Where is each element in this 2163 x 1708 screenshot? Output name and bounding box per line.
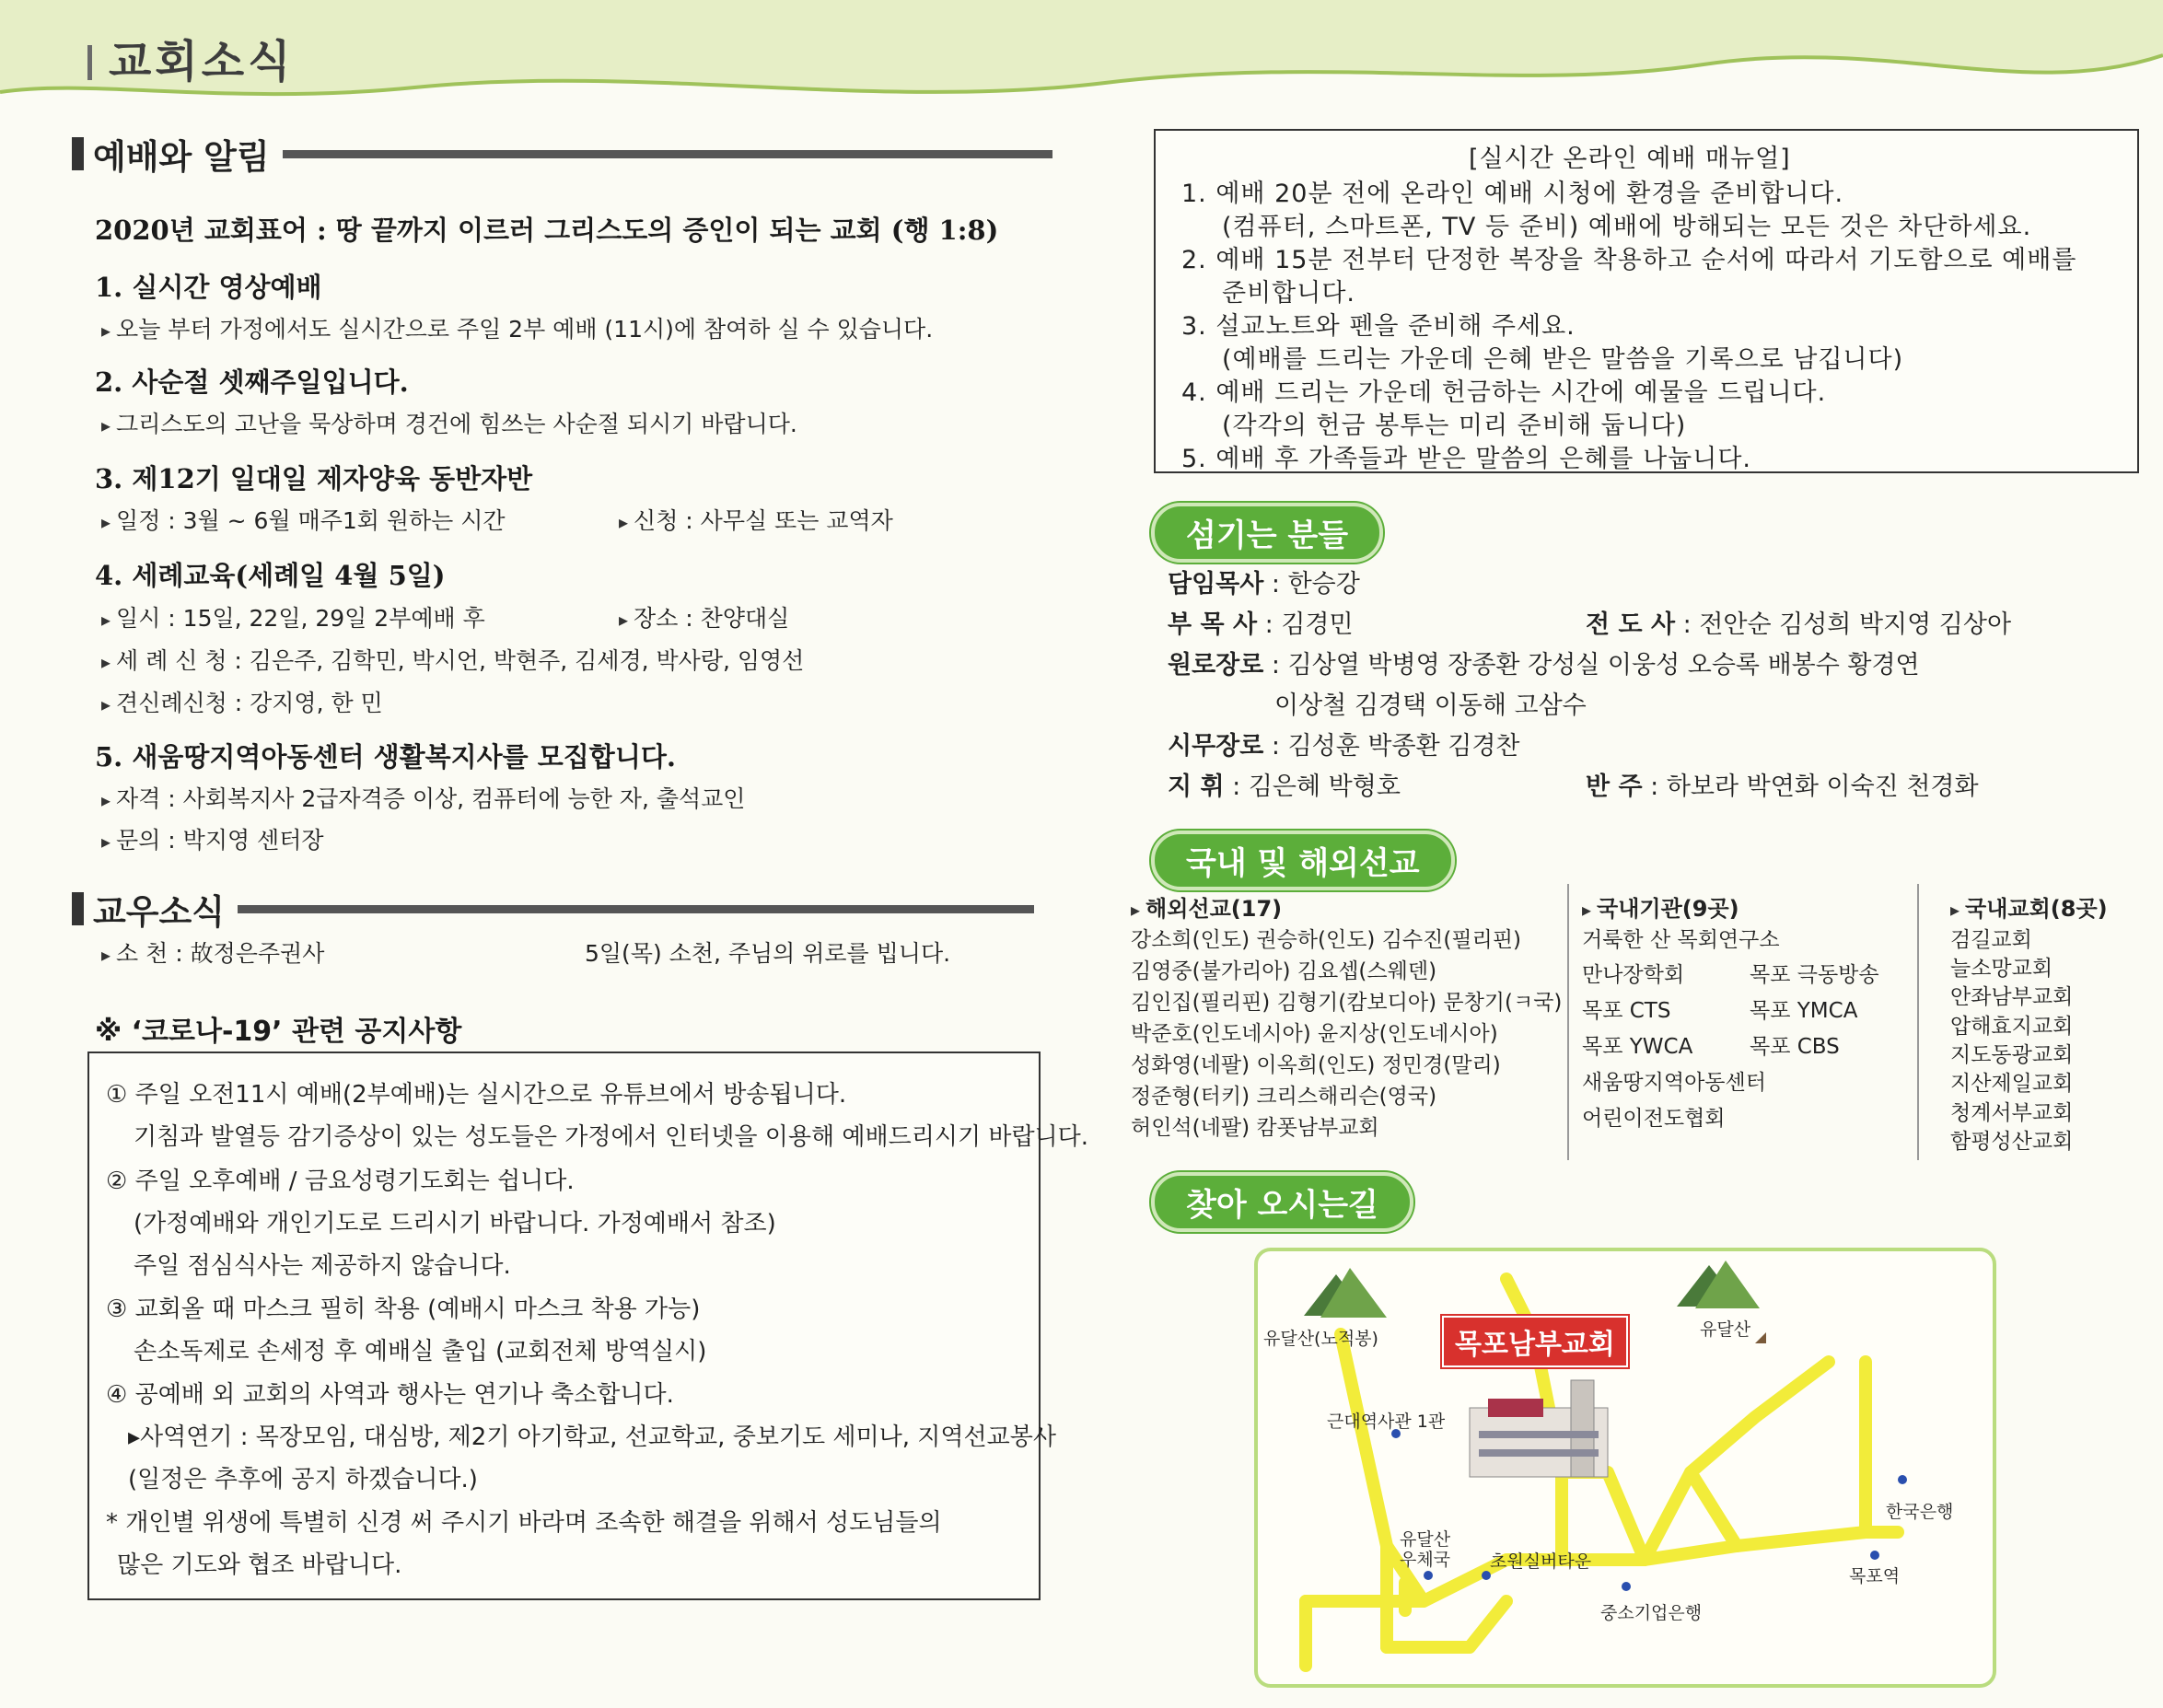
overseas-missionaries: 강소희(인도) 권승하(인도) 김수진(필리핀) [1131, 928, 1521, 952]
manual-title: [실시간 온라인 예배 매뉴얼] [1469, 145, 1791, 173]
item-3-apply: ▸ 신청 : 사무실 또는 교역자 [619, 503, 893, 536]
staff-row-senior-pastor: 담임목사 : 한승강 [1168, 570, 1360, 598]
overseas-missionaries: 박준호(인도네시아) 윤지상(인도네시아) [1131, 1022, 1498, 1046]
staff-row-elder-emeritus-cont: 이상철 김경택 이동해 고삼수 [1274, 691, 1587, 720]
manual-line: (컴퓨터, 스마트폰, TV 등 준비) 예배에 방해되는 모든 것은 차단하세요. [1222, 213, 2032, 241]
domestic-church: 검길교회 [1950, 928, 2032, 952]
domestic-org-title: ▸ 국내기관(9곳) [1582, 890, 1739, 923]
item-2-title: 2. 사순절 셋째주일입니다. [95, 366, 409, 398]
manual-line: 준비합니다. [1222, 279, 1355, 308]
overseas-missionaries: 허인석(네팔) 캄폿남부교회 [1131, 1116, 1379, 1140]
item-2-line: ▸ 그리스도의 고난을 묵상하며 경건에 힘쓰는 사순절 되시기 바랍니다. [101, 406, 797, 439]
domestic-org: 목포 YMCA [1750, 999, 1858, 1023]
overseas-missions-title: ▸ 해외선교(17) [1131, 890, 1282, 923]
overseas-missionaries: 성화영(네팔) 이옥희(인도) 정민경(말리) [1131, 1053, 1501, 1077]
header-decoration [0, 0, 2163, 120]
worship-section-heading: 예배와 알림 [72, 129, 1052, 179]
corona-notice-box [87, 1052, 1089, 1600]
domestic-org: 목포 YWCA [1582, 1035, 1693, 1059]
item-4-date: ▸ 일시 : 15일, 22일, 29일 2부예배 후 [101, 600, 485, 633]
staff-row-accompanist: 반 주 : 하보라 박연화 이숙진 천경화 [1586, 773, 1979, 801]
domestic-church: 청계서부교회 [1950, 1101, 2074, 1125]
manual-line: 3. 설교노트와 펜을 준비해 주세요. [1181, 312, 1576, 341]
map-label: 유달산 [1700, 1319, 1751, 1340]
manual-line: (예배를 드리는 가운데 은혜 받은 말씀을 기록으로 남깁니다) [1222, 345, 1904, 374]
divider [1917, 884, 1919, 1160]
item-5-qualification: ▸ 자격 : 사회복지사 2급자격증 이상, 컴퓨터에 능한 자, 출석교인 [101, 781, 745, 814]
members-left: ▸ 소 천 : 故정은주권사 [101, 935, 324, 969]
manual-line: 5. 예배 후 가족들과 받은 말씀의 은혜를 나눕니다. [1181, 445, 1751, 473]
notice-line: ② 주일 오후예배 / 금요성령기도회는 쉽니다. [106, 1168, 575, 1195]
manual-line: 2. 예배 15분 전부터 단정한 복장을 착용하고 순서에 따라서 기도함으로 예배를 [1181, 246, 2077, 274]
domestic-org: 만나장학회 [1582, 963, 1685, 987]
domestic-org: 거룩한 산 목회연구소 [1582, 928, 1780, 952]
overseas-missionaries: 김영중(불가리아) 김요셉(스웨덴) [1131, 959, 1437, 983]
map-label: 초원실버타운 [1490, 1551, 1592, 1572]
item-4-place: ▸ 장소 : 찬양대실 [619, 600, 789, 633]
missions-heading: 국내 및 해외선교 [1151, 831, 1455, 890]
item-3-title: 3. 제12기 일대일 제자양육 동반자반 [95, 463, 533, 494]
staff-row-active-elder: 시무장로 : 김성훈 박종환 김경찬 [1168, 732, 1520, 761]
overseas-missionaries: 정준형(터키) 크리스해리슨(영국) [1131, 1085, 1437, 1109]
notice-line: ▸사역연기 : 목장모임, 대심방, 제2기 아기학교, 선교학교, 중보기도 세미나, 지역선교봉사 [128, 1423, 1057, 1451]
item-5-title: 5. 새움땅지역아동센터 생활복지사를 모집합니다. [95, 741, 676, 773]
manual-line: 1. 예배 20분 전에 온라인 예배 시청에 환경을 준비합니다. [1181, 180, 1844, 208]
map-label: 근대역사관 1관 [1327, 1412, 1446, 1432]
manual-line: (각각의 헌금 봉투는 미리 준비해 둡니다) [1222, 412, 1687, 440]
map-label: 유달산(노적봉) [1263, 1329, 1378, 1349]
church-map-label: 목포남부교회 [1442, 1316, 1628, 1367]
domestic-church-title: ▸ 국내교회(8곳) [1950, 890, 2108, 923]
members-right: 5일(목) 소천, 주님의 위로를 빕니다. [585, 940, 951, 967]
notice-line: ③ 교회올 때 마스크 필히 착용 (예배시 마스크 착용 가능) [106, 1296, 701, 1323]
notice-line: (가정예배와 개인기도로 드리시기 바랍니다. 가정예배서 참조) [134, 1210, 776, 1237]
online-worship-manual-box [1154, 129, 2139, 473]
staff-row-conductor: 지 휘 : 김은혜 박형호 [1168, 773, 1401, 801]
item-1-line: ▸ 오늘 부터 가정에서도 실시간으로 주일 2부 예배 (11시)에 참여하 실 수 있습니다. [101, 311, 933, 344]
map-label: 목포역 [1849, 1566, 1901, 1586]
notice-line: ④ 공예배 외 교회의 사역과 행사는 연기나 축소합니다. [106, 1381, 674, 1409]
map-label: 우체국 [1400, 1550, 1451, 1570]
item-4-title: 4. 세례교육(세례일 4월 5일) [95, 560, 446, 591]
domestic-org: 목포 CTS [1582, 999, 1671, 1023]
directions-heading: 찾아 오시는길 [1151, 1172, 1413, 1232]
notice-line: ① 주일 오전11시 예배(2부예배)는 실시간으로 유튜브에서 방송됩니다. [106, 1081, 847, 1109]
map-label: 한국은행 [1886, 1502, 1954, 1522]
item-4-applicants: ▸ 세 례 신 청 : 김은주, 김학민, 박시언, 박현주, 김세경, 박사랑, 임영선 [101, 643, 804, 676]
domestic-church: 안좌남부교회 [1950, 985, 2074, 1009]
church-motto: 2020년 교회표어 : 땅 끝까지 이르러 그리스도의 증인이 되는 교회 (행 1:8) [95, 215, 999, 246]
domestic-org: 어린이전도협회 [1582, 1107, 1726, 1131]
item-5-contact: ▸ 문의 : 박지영 센터장 [101, 822, 324, 855]
overseas-missionaries: 김인집(필리핀) 김형기(캄보디아) 문창기(ㅋ국) [1131, 991, 1563, 1015]
item-3-schedule: ▸ 일정 : 3월 ~ 6월 매주1회 원하는 시간 [101, 503, 506, 536]
directions-map [1254, 1248, 1996, 1688]
corona-heading: ※ ‘코로나-19’ 관련 공지사항 [95, 1016, 462, 1048]
domestic-org: 목포 극동방송 [1750, 963, 1879, 987]
staff-row-associate-pastor: 부 목 사 : 김경민 [1168, 610, 1354, 639]
item-1-title: 1. 실시간 영상예배 [95, 272, 322, 303]
domestic-church: 함평성산교회 [1950, 1130, 2074, 1154]
domestic-church: 늘소망교회 [1950, 957, 2053, 981]
members-section-heading: 교우소식 [72, 884, 1034, 934]
item-4-confirmation: ▸ 견신례신청 : 강지영, 한 민 [101, 685, 383, 718]
notice-line: 기침과 발열등 감기증상이 있는 성도들은 가정에서 인터넷을 이용해 예배드리시기 바랍니다. [134, 1123, 1089, 1151]
church-building [1470, 1380, 1608, 1477]
notice-line: 많은 기도와 협조 바랍니다. [117, 1551, 402, 1579]
domestic-church: 압해효지교회 [1950, 1015, 2074, 1039]
map-label: 유달산 [1400, 1529, 1451, 1550]
notice-line: (일정은 추후에 공지 하겠습니다.) [128, 1466, 478, 1493]
page-title: 교회소식 [87, 26, 294, 89]
map-label: 중소기업은행 [1600, 1603, 1703, 1623]
staff-row-elder-emeritus: 원로장로 : 김상열 박병영 장종환 강성실 이웅성 오승록 배봉수 황경연 [1168, 651, 1920, 680]
manual-line: 4. 예배 드리는 가운데 헌금하는 시간에 예물을 드립니다. [1181, 378, 1827, 407]
notice-line: 주일 점심식사는 제공하지 않습니다. [134, 1252, 511, 1280]
divider [1567, 884, 1569, 1160]
staff-row-evangelist: 전 도 사 : 전안순 김성희 박지영 김상아 [1586, 610, 2012, 639]
domestic-church: 지산제일교회 [1950, 1072, 2074, 1096]
staff-heading: 섬기는 분들 [1151, 503, 1383, 563]
domestic-org: 목포 CBS [1750, 1035, 1840, 1059]
notice-line: 손소독제로 손세정 후 예배실 출입 (교회전체 방역실시) [134, 1338, 707, 1365]
notice-line: * 개인별 위생에 특별히 신경 써 주시기 바라며 조속한 해결을 위해서 성도님들의 [106, 1509, 942, 1537]
domestic-org: 새움땅지역아동센터 [1582, 1071, 1766, 1095]
domestic-church: 지도동광교회 [1950, 1043, 2074, 1067]
